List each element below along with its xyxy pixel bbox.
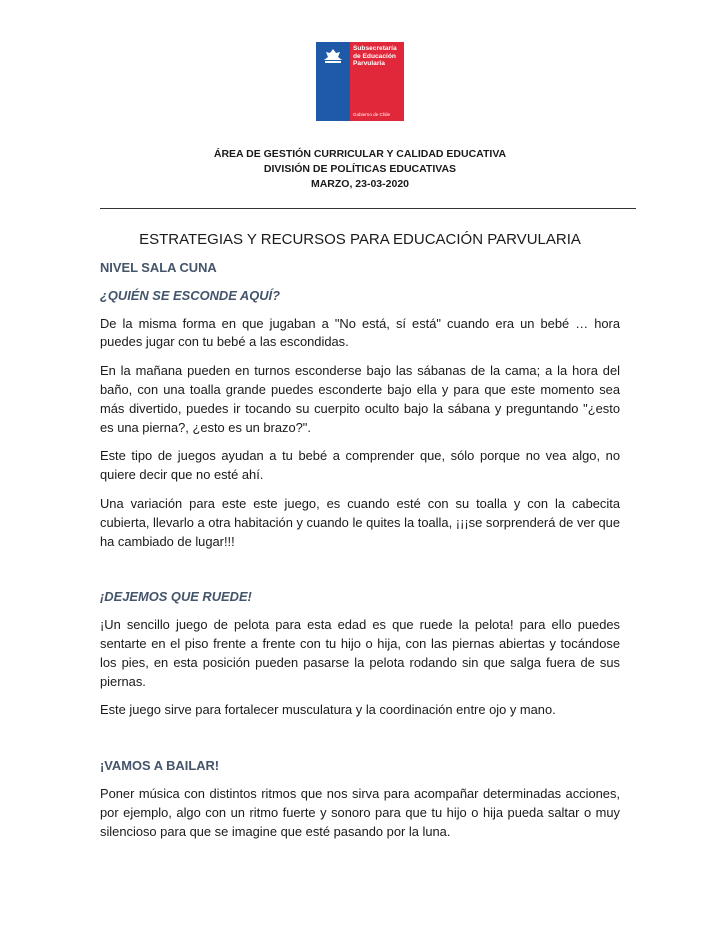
section-heading: ¡VAMOS A BAILAR! bbox=[100, 758, 220, 774]
header-area: ÁREA DE GESTIÓN CURRICULAR Y CALIDAD EDUCATIVA bbox=[213, 148, 507, 160]
logo-line-3: Parvularia bbox=[353, 60, 385, 67]
document-title: ESTRATEGIAS Y RECURSOS PARA EDUCACIÓN PARVULARIA bbox=[139, 231, 581, 248]
document-header bbox=[0, 147, 720, 192]
gobierno-de-chile-logo bbox=[316, 42, 404, 121]
document-body bbox=[100, 259, 620, 851]
header-division: DIVISIÓN DE POLÍTICAS EDUCATIVAS bbox=[263, 163, 457, 175]
logo-line-1: Subsecretaría bbox=[353, 45, 397, 52]
header-date: MARZO, 23-03-2020 bbox=[310, 178, 410, 190]
coat-of-arms-icon bbox=[316, 42, 350, 121]
header-divider bbox=[100, 208, 636, 209]
level-heading: NIVEL SALA CUNA bbox=[100, 260, 217, 275]
section-heading: ¿QUIÉN SE ESCONDE AQUÍ? bbox=[100, 287, 281, 303]
paragraph: ¡Un sencillo juego de pelota para esta edad es que ruede la pelota! para ello puedes sentarte en el piso frente a frente con tu hijo o hija, con las piernas abiertas y tocándose los pies, en esta posición pueden pasarse la pelota rodando sin que salga fuera de sus piernas. bbox=[100, 617, 620, 689]
paragraph: En la mañana pueden en turnos esconderse bajo las sábanas de la cama; a la hora del baño, con una toalla grande puedes esconderte bajo ella y para que este momento sea más divertido, puedes ir tocando su cuerpito oculto bajo la sábana y preguntando "¿esto es una pierna?, ¿esto es un brazo?". bbox=[100, 363, 620, 435]
paragraph: Este juego sirve para fortalecer musculatura y la coordinación entre ojo y mano. bbox=[100, 702, 556, 718]
paragraph: Este tipo de juegos ayudan a tu bebé a comprender que, sólo porque no vea algo, no quiere decir que no esté ahí. bbox=[100, 448, 620, 483]
paragraph: De la misma forma en que jugaban a "No está, sí está" cuando era un bebé … hora puedes jugar con tu bebé a las escondidas. bbox=[100, 315, 620, 350]
paragraph: Una variación para este este juego, es cuando esté con su toalla y con la cabecita cubierta, llevarlo a otra habitación y cuando le quites la toalla, ¡¡¡se sorprenderá de ver que ha cambiado de lugar!!! bbox=[100, 495, 620, 549]
logo-line-2: de Educación bbox=[353, 52, 396, 60]
section-heading: ¡DEJEMOS QUE RUEDE! bbox=[100, 589, 252, 605]
paragraph: Poner música con distintos ritmos que nos sirva para acompañar determinadas acciones, por ejemplo, algo con un ritmo fuerte y sonoro para que tu hijo o hija pueda saltar o muy silencioso para que se imagine que esté pasando por la luna. bbox=[100, 785, 620, 839]
logo-footer: Gobierno de Chile bbox=[353, 111, 391, 117]
